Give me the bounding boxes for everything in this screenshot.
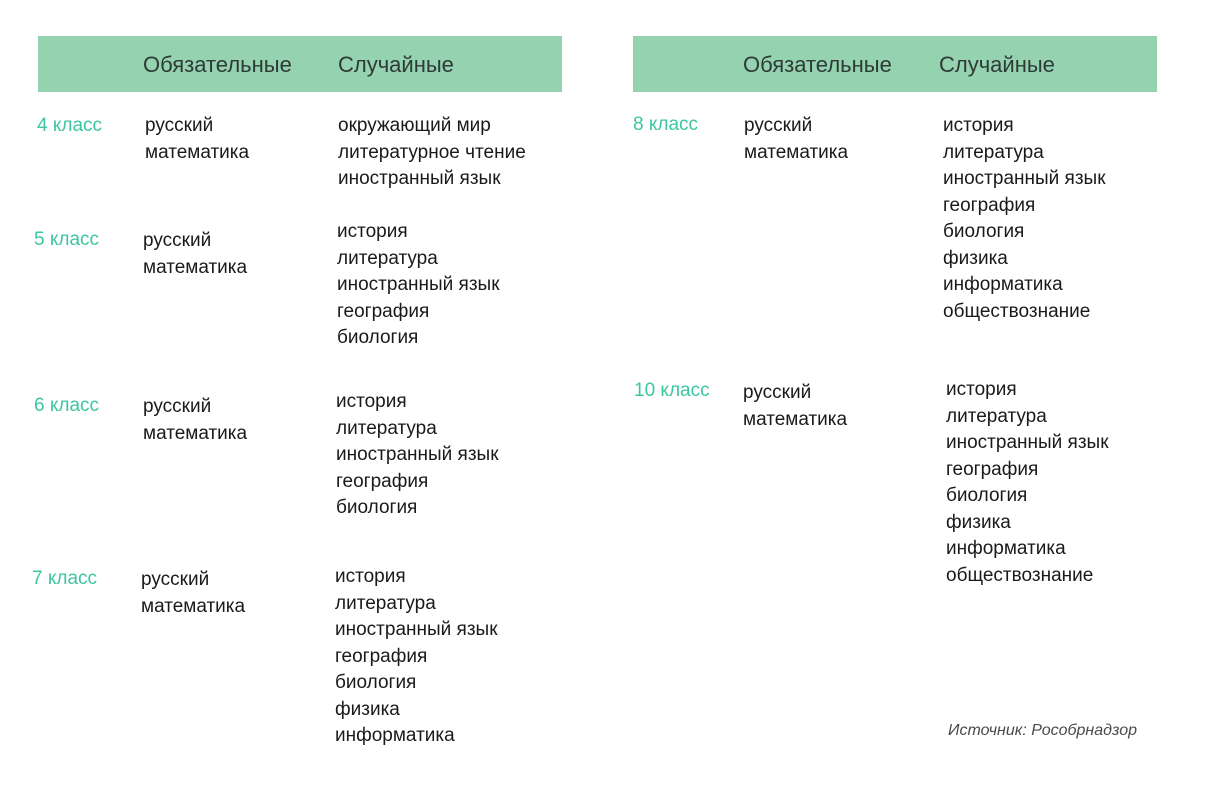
mandatory-list-grade-8 [744, 113, 848, 166]
list-item: математика [744, 141, 849, 163]
list-item: информатика [943, 274, 1063, 295]
list-item: физика [943, 247, 1008, 269]
list-item: история [946, 379, 1017, 400]
column-header-mandatory-left: Обязательные [143, 52, 292, 77]
list-item: биология [337, 327, 419, 348]
mandatory-list-grade-4 [145, 113, 249, 166]
column-header-random-left: Случайные [338, 52, 454, 77]
column-header-random-right: Случайные [939, 52, 1055, 77]
list-item: география [337, 300, 430, 322]
list-item: математика [143, 422, 248, 444]
list-item: литература [943, 141, 1044, 163]
list-item: биология [946, 485, 1028, 506]
mandatory-list-grade-5 [143, 228, 247, 281]
grade-label-8: 8 класс [633, 114, 699, 135]
table-header-left [38, 36, 562, 92]
table-header-right [633, 36, 1157, 92]
mandatory-list-grade-6 [143, 394, 247, 447]
grade-label-6: 6 класс [34, 395, 100, 416]
list-item: русский [143, 230, 212, 251]
list-item: литература [337, 247, 438, 269]
list-item: окружающий мир [338, 115, 491, 136]
list-item: обществознание [943, 300, 1091, 322]
list-item: русский [743, 382, 812, 403]
list-item: литература [335, 592, 436, 614]
list-item: математика [143, 256, 248, 278]
random-list-grade-5 [337, 219, 500, 352]
grade-label-7: 7 класс [32, 568, 98, 589]
list-item: география [336, 470, 429, 492]
list-item: информатика [335, 725, 455, 746]
random-list-grade-6 [336, 389, 499, 522]
list-item: иностранный язык [337, 274, 500, 295]
list-item: литература [946, 405, 1047, 427]
list-item: иностранный язык [946, 432, 1109, 453]
random-list-grade-8 [943, 113, 1106, 325]
list-item: литературное чтение [338, 141, 526, 163]
list-item: обществознание [946, 564, 1094, 586]
list-item: математика [145, 141, 250, 163]
list-item: русский [141, 569, 210, 590]
list-item: иностранный язык [336, 444, 499, 465]
list-item: иностранный язык [943, 168, 1106, 189]
column-header-mandatory-right: Обязательные [743, 52, 892, 77]
list-item: иностранный язык [335, 619, 498, 640]
grade-label-4: 4 класс [37, 115, 103, 136]
list-item: информатика [946, 538, 1066, 559]
random-list-grade-4 [338, 113, 526, 193]
source-caption: Источник: Рособрнадзор [948, 722, 1137, 739]
list-item: биология [943, 221, 1025, 242]
list-item: история [943, 115, 1014, 136]
list-item: русский [143, 396, 212, 417]
mandatory-list-grade-10 [743, 380, 847, 433]
list-item: история [335, 566, 406, 587]
list-item: география [946, 458, 1039, 480]
list-item: математика [141, 595, 246, 617]
list-item: география [335, 645, 428, 667]
list-item: физика [946, 511, 1011, 533]
list-item: история [336, 391, 407, 412]
list-item: физика [335, 698, 400, 720]
list-item: литература [336, 417, 437, 439]
list-item: история [337, 221, 408, 242]
grade-label-5: 5 класс [34, 229, 100, 250]
list-item: биология [336, 497, 418, 518]
random-list-grade-7 [335, 564, 498, 750]
grade-label-10: 10 класс [634, 380, 710, 401]
list-item: русский [744, 115, 813, 136]
list-item: русский [145, 115, 214, 136]
list-item: иностранный язык [338, 168, 501, 189]
random-list-grade-10 [946, 377, 1109, 589]
list-item: биология [335, 672, 417, 693]
list-item: география [943, 194, 1036, 216]
mandatory-list-grade-7 [141, 567, 245, 620]
list-item: математика [743, 408, 848, 430]
